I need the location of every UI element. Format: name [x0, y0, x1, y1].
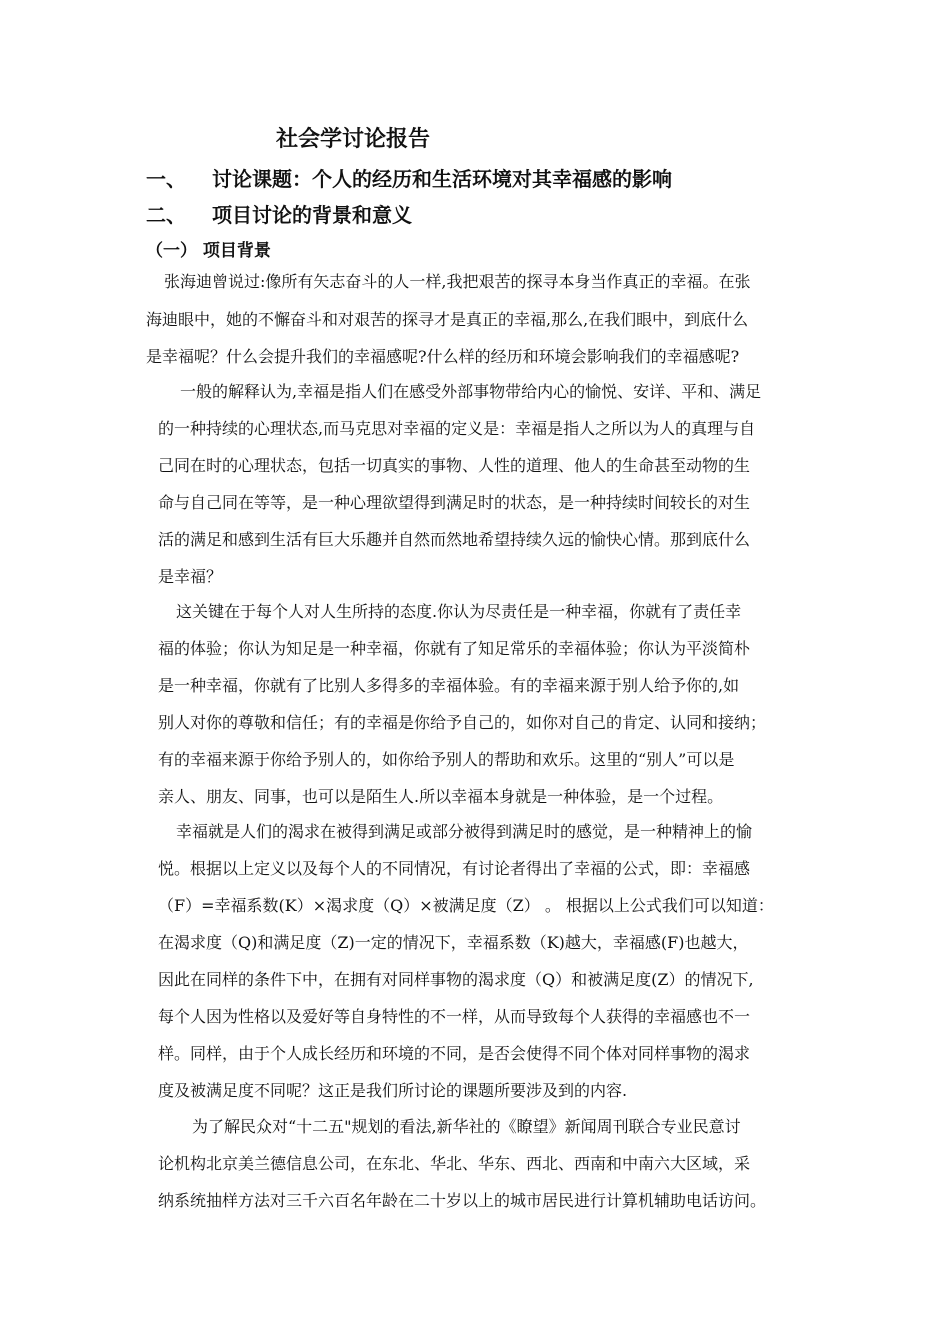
paragraph-line: 样。同样，由于个人成长经历和环境的不同，是否会使得不同个体对同样事物的渴求	[158, 1044, 751, 1063]
paragraph-line: 是一种幸福，你就有了比别人多得多的幸福体验。有的幸福来源于别人给予你的,如	[158, 676, 740, 695]
paragraph-line: 有的幸福来源于你给予别人的，如你给予别人的帮助和欢乐。这里的“别人”可以是	[158, 750, 735, 769]
paragraph-line: 张海迪曾说过:像所有矢志奋斗的人一样,我把艰苦的探寻本身当作真正的幸福。在张	[164, 272, 751, 291]
paragraph-line: 在渴求度（Q)和满足度（Z)一定的情况下，幸福系数（K)越大，幸福感(F)也越大，	[158, 933, 749, 952]
paragraph-line: 己同在时的心理状态，包括一切真实的事物、人性的道理、他人的生命甚至动物的生	[158, 456, 751, 475]
section-number: 一、	[146, 167, 186, 191]
paragraph-line: 福的体验；你认为知足是一种幸福，你就有了知足常乐的幸福体验；你认为平淡简朴	[158, 639, 751, 658]
paragraph-line: 悦。根据以上定义以及每个人的不同情况，有讨论者得出了幸福的公式，即：幸福感	[158, 859, 751, 878]
paragraph-line: 因此在同样的条件下中，在拥有对同样事物的渴求度（Q）和被满足度(Z）的情况下,	[158, 970, 754, 989]
paragraph-line: 这关键在于每个人对人生所持的态度.你认为尽责任是一种幸福，你就有了责任幸	[176, 602, 742, 621]
paragraph-line: 度及被满足度不同呢？这正是我们所讨论的课题所要涉及到的内容.	[158, 1081, 628, 1100]
subsection-heading: （一） 项目背景	[146, 241, 271, 261]
paragraph-line: 的一种持续的心理状态,而马克思对幸福的定义是：幸福是指人之所以为人的真理与自	[158, 419, 756, 438]
paragraph-line: 论机构北京美兰德信息公司，在东北、华北、华东、西北、西南和中南六大区域，采	[158, 1154, 751, 1173]
section-title: 讨论课题：个人的经历和生活环境对其幸福感的影响	[212, 167, 672, 191]
paragraph-line: 海迪眼中，她的不懈奋斗和对艰苦的探寻才是真正的幸福,那么,在我们眼中，到底什么	[146, 310, 749, 329]
paragraph-line: 幸福就是人们的渴求在被得到满足或部分被得到满足时的感觉，是一种精神上的愉	[176, 822, 753, 841]
section-title: 项目讨论的背景和意义	[212, 203, 412, 227]
paragraph-line: （F）=幸福系数(K）×渴求度（Q）×被满足度（Z） 。 根据以上公式我们可以知道：	[158, 896, 774, 915]
paragraph-line: 亲人、朋友、同事，也可以是陌生人.所以幸福本身就是一种体验，是一个过程。	[158, 787, 724, 806]
paragraph-line: 纳系统抽样方法对三千六百名年龄在二十岁以上的城市居民进行计算机辅助电话访问。	[158, 1191, 767, 1210]
paragraph-line: 是幸福呢？什么会提升我们的幸福感呢?什么样的经历和环境会影响我们的幸福感呢?	[146, 347, 740, 366]
paragraph-line: 命与自己同在等等，是一种心理欲望得到满足时的状态，是一种持续时间较长的对生	[158, 493, 751, 512]
document-title: 社会学讨论报告	[276, 127, 431, 152]
paragraph-line: 一般的解释认为,幸福是指人们在感受外部事物带给内心的愉悦、安详、平和、满足	[180, 382, 762, 401]
paragraph-line: 为了解民众对“十二五"规划的看法,新华社的《瞭望》新闻周刊联合专业民意讨	[192, 1117, 741, 1136]
paragraph-line: 每个人因为性格以及爱好等自身特性的不一样，从而导致每个人获得的幸福感也不一	[158, 1007, 751, 1026]
paragraph-line: 别人对你的尊敬和信任；有的幸福是你给予自己的，如你对自己的肯定、认同和接纳；	[158, 713, 767, 732]
paragraph-line: 是幸福？	[158, 567, 223, 586]
paragraph-line: 活的满足和感到生活有巨大乐趣并自然而然地希望持续久远的愉快心情。那到底什么	[158, 530, 751, 549]
section-number: 二、	[146, 203, 186, 227]
